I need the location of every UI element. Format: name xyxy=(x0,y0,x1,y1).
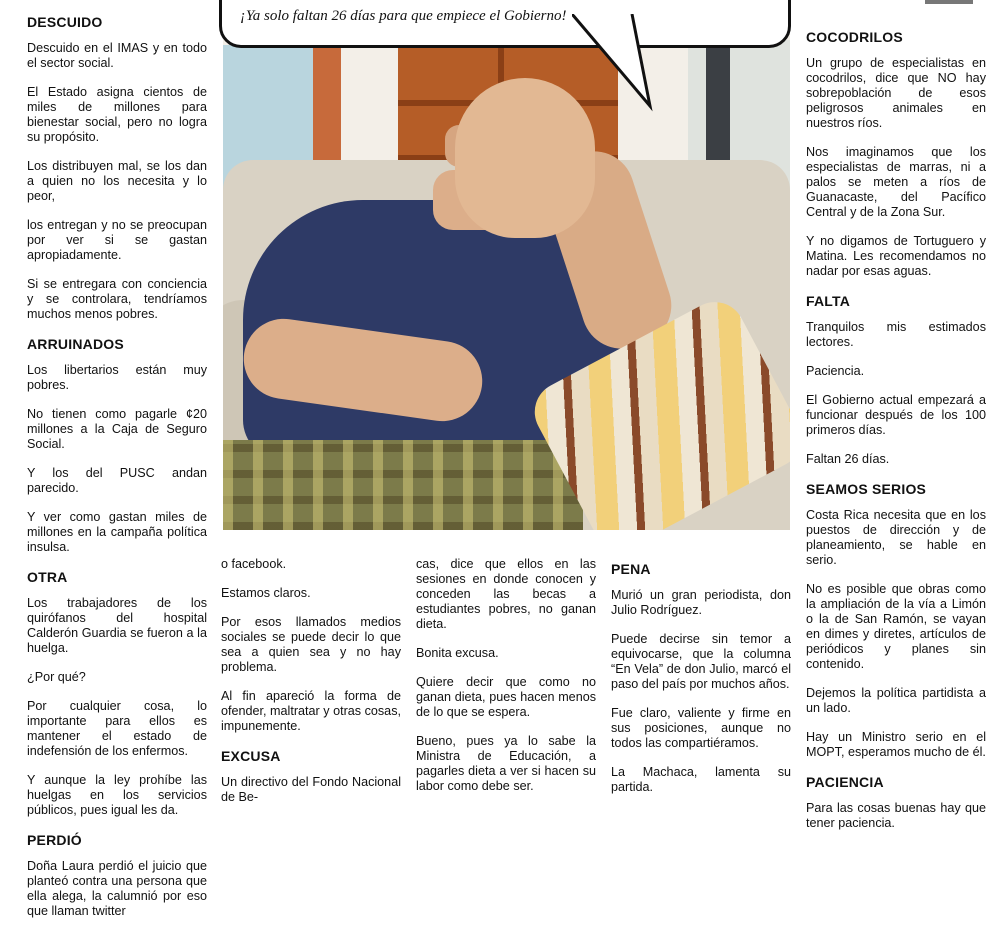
speech-bubble xyxy=(219,0,791,48)
paragraph: Murió un gran periodista, don Julio Rodríguez. xyxy=(611,588,791,617)
section-heading-falta: FALTA xyxy=(806,293,851,309)
section-heading-arruinados: ARRUINADOS xyxy=(27,336,124,352)
bottom-column-1 xyxy=(221,557,401,819)
paragraph: Fue claro, valiente y firme en sus posiciones, aunque no todos las compartiéramos. xyxy=(611,706,791,750)
paragraph: Tranquilos mis estimados lectores. xyxy=(806,320,986,349)
paragraph: Los libertarios están muy pobres. xyxy=(27,363,207,392)
paragraph: Puede decirse sin temor a equivocarse, que la columna “En Vela” de don Julio, marcó el paso del país por muchos años. xyxy=(611,632,791,691)
paragraph: Doña Laura perdió el juicio que planteó contra una persona que ella alega, la calumnió por eso que llaman twitter xyxy=(27,859,207,918)
paragraph: cas, dice que ellos en las sesiones en donde conocen y conceden las becas a estudiantes pobres, no ganan dieta. xyxy=(416,557,596,631)
section-heading-seamos-serios: SEAMOS SERIOS xyxy=(806,481,927,497)
paragraph: Hay un Ministro serio en el MOPT, esperamos mucho de él. xyxy=(806,730,986,759)
paragraph: o facebook. xyxy=(221,557,287,571)
paragraph: Costa Rica necesita que en los puestos de dirección y de planeamiento, se hable en serio. xyxy=(806,508,986,567)
paragraph: No tienen como pagarle ¢20 millones a la Caja de Seguro Social. xyxy=(27,407,207,451)
paragraph: Y ver como gastan miles de millones en la campaña política insulsa. xyxy=(27,510,207,554)
paragraph: Descuido en el IMAS y en todo el sector social. xyxy=(27,41,207,70)
paragraph: Paciencia. xyxy=(806,364,865,378)
section-heading-cocodrilos: COCODRILOS xyxy=(806,29,903,45)
paragraph: Bonita excusa. xyxy=(416,646,499,660)
paragraph: Dejemos la política partidista a un lado. xyxy=(806,686,986,715)
paragraph: ¿Por qué? xyxy=(27,670,86,684)
speech-bubble-text: ¡Ya solo faltan 26 días para que empiece el Gobierno! xyxy=(240,8,567,24)
section-heading-excusa: EXCUSA xyxy=(221,748,281,764)
bottom-column-2 xyxy=(416,557,596,808)
paragraph: Los trabajadores de los quirófanos del hospital Calderón Guardia se fueron a la huelga. xyxy=(27,596,207,655)
paragraph: Si se entregara con conciencia y se controlara, tendríamos muchos menos pobres. xyxy=(27,277,207,321)
right-column xyxy=(806,25,986,845)
paragraph: Por esos llamados medios sociales se puede decir lo que sea a quien sea y no hay problema. xyxy=(221,615,401,674)
paragraph: Nos imaginamos que los especialistas de marras, ni a palos se meten a ríos de Guanacaste, del Pacífico Central y de la Zona Sur. xyxy=(806,145,986,219)
paragraph: Por cualquier cosa, lo importante para ellos es mantener el estado de indefensión de los enfermos. xyxy=(27,699,207,758)
paragraph: Los distribuyen mal, se los dan a quien no los necesita y lo peor, xyxy=(27,159,207,203)
section-heading-paciencia: PACIENCIA xyxy=(806,774,884,790)
paragraph: El Estado asigna cientos de miles de millones para bienestar social, pero no logra su propósito. xyxy=(27,85,207,144)
section-heading-otra: OTRA xyxy=(27,569,68,585)
section-heading-perdio: PERDIÓ xyxy=(27,832,82,848)
paragraph: Y no digamos de Tortuguero y Matina. Les recomendamos no nadar por esas aguas. xyxy=(806,234,986,278)
paragraph: Un grupo de especialistas en cocodrilos, dice que NO hay sobrepoblación de esos peligrosos animales en nuestros ríos. xyxy=(806,56,986,130)
bottom-column-3 xyxy=(611,557,791,809)
photo-man-on-sofa xyxy=(223,0,790,530)
section-heading-pena: PENA xyxy=(611,561,651,577)
paragraph: No es posible que obras como la ampliación de la vía a Limón o la de San Ramón, se vayan en dimes y diretes, artículos de periódicos y planes sin contenido. xyxy=(806,582,986,671)
paragraph: La Machaca, lamenta su partida. xyxy=(611,765,791,794)
left-column xyxy=(27,10,207,933)
paragraph: El Gobierno actual empezará a funcionar después de los 100 primeros días. xyxy=(806,393,986,437)
paragraph: Estamos claros. xyxy=(221,586,311,600)
paragraph: los entregan y no se preocupan por ver si se gastan apropiadamente. xyxy=(27,218,207,262)
paragraph: Quiere decir que como no ganan dieta, pues hacen menos de lo que se espera. xyxy=(416,675,596,719)
photo-shorts xyxy=(223,440,583,530)
paragraph: Y los del PUSC andan parecido. xyxy=(27,466,207,495)
paragraph: Al fin apareció la forma de ofender, maltratar y otras cosas, impunemente. xyxy=(221,689,401,733)
paragraph: Faltan 26 días. xyxy=(806,452,890,466)
section-heading-descuido: DESCUIDO xyxy=(27,14,103,30)
paragraph: Un directivo del Fondo Nacional de Be- xyxy=(221,775,401,804)
paragraph: Y aunque la ley prohíbe las huelgas en los servicios públicos, pues igual les da. xyxy=(27,773,207,817)
paragraph: Bueno, pues ya lo sabe la Ministra de Educación, a pagarles dieta a ver si hacen su labor como debe ser. xyxy=(416,734,596,793)
speech-bubble-tail xyxy=(572,14,672,114)
paragraph: Para las cosas buenas hay que tener paciencia. xyxy=(806,801,986,830)
page-ornament xyxy=(925,0,973,4)
